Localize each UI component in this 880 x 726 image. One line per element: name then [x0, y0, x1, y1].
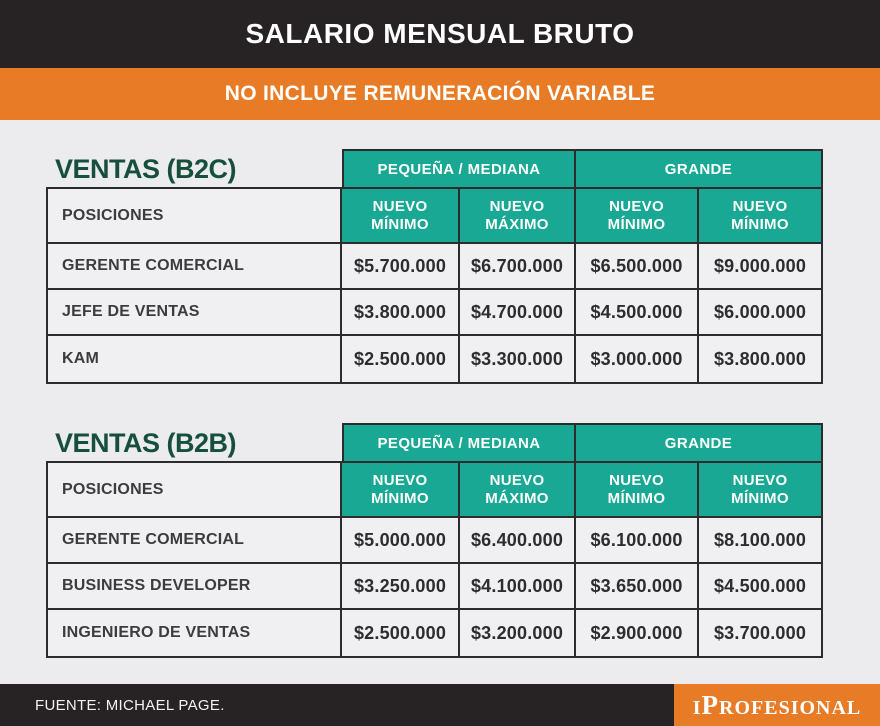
cell-value: $4.500.000	[699, 564, 821, 610]
row-label: JEFE DE VENTAS	[48, 290, 342, 336]
column-header-nuevo-minimo-1: NUEVO MÍNIMO	[342, 463, 460, 518]
cell-value: $3.000.000	[576, 336, 699, 382]
group-header-pequena-mediana: PEQUEÑA / MEDIANA	[344, 425, 576, 461]
group-header-grande: GRANDE	[664, 434, 733, 452]
cell-value: $3.250.000	[342, 564, 460, 610]
cell-value: $6.100.000	[576, 518, 699, 564]
column-header-nuevo-minimo-1: NUEVO MÍNIMO	[342, 189, 460, 244]
column-header-nuevo-minimo-3: NUEVO MÍNIMO	[699, 189, 821, 244]
footer-bar	[0, 684, 880, 726]
cell-value: $3.700.000	[699, 610, 821, 656]
cell-value: $9.000.000	[699, 244, 821, 290]
row-label: GERENTE COMERCIAL	[48, 518, 342, 564]
salary-table-b2b	[46, 461, 823, 658]
cell-value: $2.500.000	[342, 336, 460, 382]
row-label: KAM	[48, 336, 342, 382]
cell-value: $8.100.000	[699, 518, 821, 564]
section-ventas-b2b	[46, 384, 880, 658]
cell-value: $3.200.000	[460, 610, 576, 656]
cell-value: $5.000.000	[342, 518, 460, 564]
cell-value: $4.500.000	[576, 290, 699, 336]
cell-value: $6.000.000	[699, 290, 821, 336]
section-ventas-b2c	[46, 120, 880, 384]
column-header-nuevo-minimo-2: NUEVO MÍNIMO	[576, 463, 699, 518]
section-title-b2b: VENTAS (B2B)	[55, 428, 237, 458]
group-header-grande: GRANDE	[664, 160, 733, 178]
cell-value: $3.800.000	[699, 336, 821, 382]
iprofesional-logo: IPROFESIONAL	[692, 689, 862, 720]
salary-table-b2c	[46, 187, 823, 384]
page-subtitle: NO INCLUYE REMUNERACIÓN VARIABLE	[224, 82, 656, 105]
column-header-nuevo-minimo-3: NUEVO MÍNIMO	[699, 463, 821, 518]
cell-value: $2.900.000	[576, 610, 699, 656]
section-head-b2c	[46, 149, 880, 187]
cell-value: $3.800.000	[342, 290, 460, 336]
row-label: INGENIERO DE VENTAS	[48, 610, 342, 656]
group-header-pequena-mediana: PEQUEÑA / MEDIANA	[344, 151, 576, 187]
subtitle-bar	[0, 68, 880, 120]
row-label: GERENTE COMERCIAL	[48, 244, 342, 290]
section-title-b2c: VENTAS (B2C)	[55, 154, 237, 184]
source-credit: FUENTE: MICHAEL PAGE.	[35, 696, 225, 714]
footer-source-area	[0, 684, 674, 726]
content-area	[0, 120, 880, 684]
page-title: SALARIO MENSUAL BRUTO	[245, 18, 635, 49]
cell-value: $2.500.000	[342, 610, 460, 656]
column-header-nuevo-minimo-2: NUEVO MÍNIMO	[576, 189, 699, 244]
cell-value: $5.700.000	[342, 244, 460, 290]
brand-logo-block	[674, 684, 880, 726]
cell-value: $6.700.000	[460, 244, 576, 290]
group-header-band-b2b	[342, 423, 823, 461]
cell-value: $6.400.000	[460, 518, 576, 564]
row-label: BUSINESS DEVELOPER	[48, 564, 342, 610]
column-header-posiciones: POSICIONES	[48, 463, 342, 518]
group-header-band-b2c	[342, 149, 823, 187]
cell-value: $4.100.000	[460, 564, 576, 610]
column-header-nuevo-maximo: NUEVO MÁXIMO	[460, 189, 576, 244]
section-head-b2b	[46, 423, 880, 461]
cell-value: $6.500.000	[576, 244, 699, 290]
header-bar	[0, 0, 880, 68]
column-header-nuevo-maximo: NUEVO MÁXIMO	[460, 463, 576, 518]
column-header-posiciones: POSICIONES	[48, 189, 342, 244]
cell-value: $3.650.000	[576, 564, 699, 610]
cell-value: $3.300.000	[460, 336, 576, 382]
cell-value: $4.700.000	[460, 290, 576, 336]
